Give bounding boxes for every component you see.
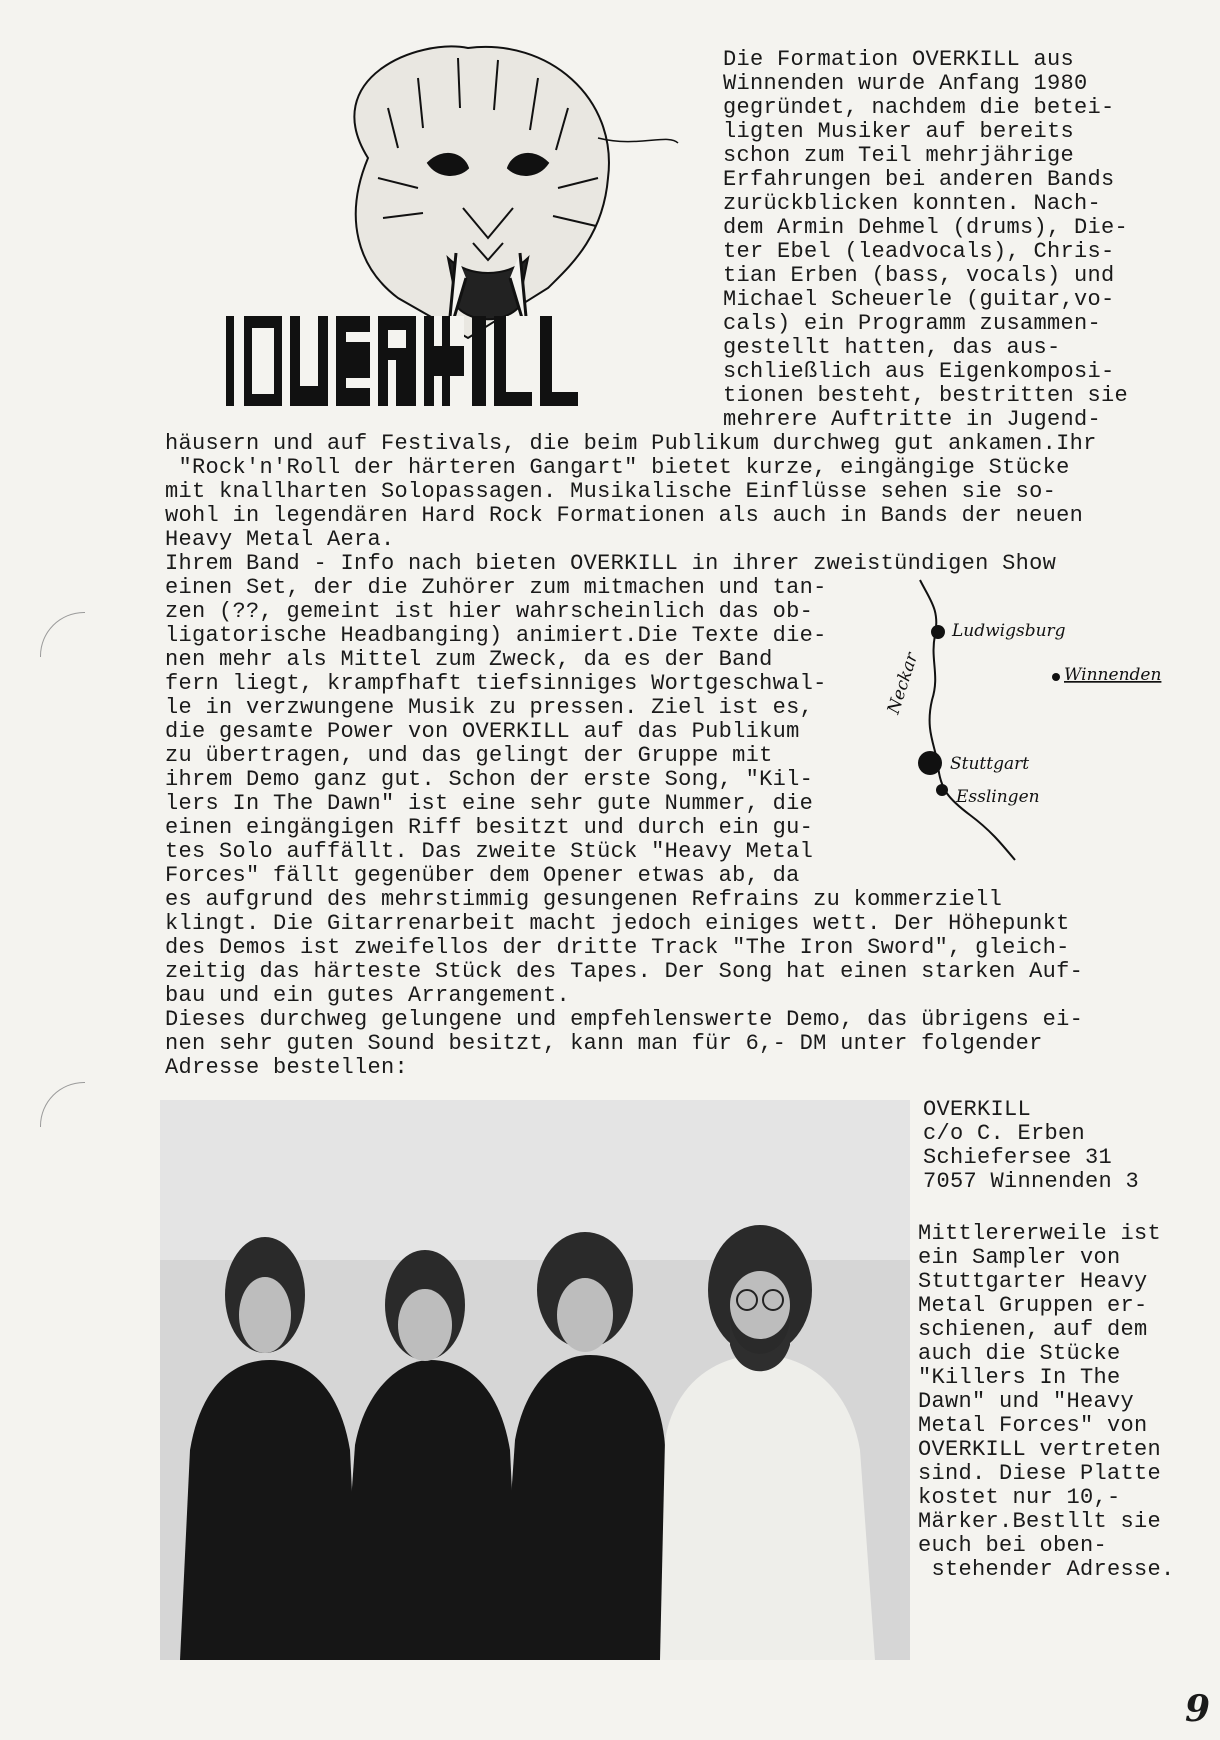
text-line: tian Erben (bass, vocals) und (723, 263, 1115, 288)
text-line: auch die Stücke (918, 1341, 1121, 1366)
text-line: Adresse bestellen: (165, 1055, 409, 1080)
address-line: Schiefersee 31 (923, 1145, 1113, 1170)
text-line: nen mehr als Mittel zum Zweck, da es der Band (165, 647, 773, 672)
stuttgart-dot (918, 751, 942, 775)
text-line: mit knallharten Solopassagen. Musikalische Einflüsse sehen sie so- (165, 479, 1057, 504)
text-line: einen eingängigen Riff besitzt und durch ein gu- (165, 815, 814, 840)
text-line: nen sehr guten Sound besitzt, kann man für 6,- DM unter folgender (165, 1031, 1043, 1056)
text-line: Dawn" und "Heavy (918, 1389, 1135, 1414)
text-line: zen (??, gemeint ist hier wahrscheinlich das ob- (165, 599, 814, 624)
map-drawing (880, 580, 1162, 870)
map-label-ludwigsburg: Ludwigsburg (952, 621, 1066, 641)
text-line: tionen besteht, bestritten sie (723, 383, 1129, 408)
text-line: Märker.Bestllt sie (918, 1509, 1162, 1534)
text-line: schienen, auf dem (918, 1317, 1148, 1342)
map-label-winnenden: Winnenden (1064, 665, 1162, 685)
map-label-esslingen: Esslingen (956, 787, 1040, 807)
text-line: Ihrem Band - Info nach bieten OVERKILL in ihrer zweistündigen Show (165, 551, 1057, 576)
text-line: Die Formation OVERKILL aus (723, 47, 1075, 72)
esslingen-dot (936, 784, 948, 796)
text-line: "Rock'n'Roll der härteren Gangart" bietet kurze, eingängige Stücke (165, 455, 1070, 480)
text-line: "Killers In The (918, 1365, 1121, 1390)
map-label-neckar: Neckar (883, 650, 923, 717)
text-line: ein Sampler von (918, 1245, 1121, 1270)
address-line: OVERKILL (923, 1097, 1032, 1122)
band-photo (160, 1100, 910, 1660)
text-line: die gesamte Power von OVERKILL auf das Publikum (165, 719, 800, 744)
text-line: häusern und auf Festivals, die beim Publikum durchweg gut ankamen.Ihr (165, 431, 1097, 456)
text-line: gegründet, nachdem die betei- (723, 95, 1115, 120)
text-line: euch bei oben- (918, 1533, 1108, 1558)
text-line: Metal Forces" von (918, 1413, 1148, 1438)
text-line: dem Armin Dehmel (drums), Die- (723, 215, 1129, 240)
map-label-stuttgart: Stuttgart (950, 754, 1030, 774)
text-line: ter Ebel (leadvocals), Chris- (723, 239, 1115, 264)
text-line: Michael Scheuerle (guitar,vo- (723, 287, 1115, 312)
text-line: zurückblicken konnten. Nach- (723, 191, 1102, 216)
text-line: einen Set, der die Zuhörer zum mitmachen und tan- (165, 575, 827, 600)
text-line: le in verzwungene Musik zu pressen. Ziel ist es, (165, 695, 814, 720)
text-line: Metal Gruppen er- (918, 1293, 1148, 1318)
text-line: ligten Musiker auf bereits (723, 119, 1075, 144)
text-line: gestellt hatten, das aus- (723, 335, 1061, 360)
ludwigsburg-dot (931, 625, 945, 639)
text-line: stehender Adresse. (918, 1557, 1175, 1582)
band-photo-drawing (160, 1100, 910, 1660)
text-line: des Demos ist zweifellos der dritte Track "The Iron Sword", gleich- (165, 935, 1070, 960)
text-line: mehrere Auftritte in Jugend- (723, 407, 1102, 432)
text-line: Winnenden wurde Anfang 1980 (723, 71, 1088, 96)
text-line: Forces" fällt gegenüber dem Opener etwas ab, da (165, 863, 800, 888)
address-line: 7057 Winnenden 3 (923, 1169, 1140, 1194)
text-line: es aufgrund des mehrstimmig gesungenen Refrains zu kommerziell (165, 887, 1003, 912)
address-line: c/o C. Erben (923, 1121, 1086, 1146)
location-map (880, 580, 1162, 870)
page-number: 9 (1185, 1688, 1211, 1730)
tiger-head-illustration (218, 38, 688, 438)
text-line: bau und ein gutes Arrangement. (165, 983, 571, 1008)
text-line: wohl in legendären Hard Rock Formationen als auch in Bands der neuen (165, 503, 1084, 528)
text-line: OVERKILL vertreten (918, 1437, 1162, 1462)
text-line: schon zum Teil mehrjährige (723, 143, 1075, 168)
text-line: klingt. Die Gitarrenarbeit macht jedoch einiges wett. Der Höhepunkt (165, 911, 1070, 936)
text-line: lers In The Dawn" ist eine sehr gute Nummer, die (165, 791, 814, 816)
band-logo (218, 38, 688, 438)
text-line: zeitig das härteste Stück des Tapes. Der Song hat einen starken Auf- (165, 959, 1084, 984)
text-line: Dieses durchweg gelungene und empfehlenswerte Demo, das übrigens ei- (165, 1007, 1084, 1032)
text-line: schließlich aus Eigenkomposi- (723, 359, 1115, 384)
text-line: ihrem Demo ganz gut. Schon der erste Song, "Kil- (165, 767, 814, 792)
text-line: ligatorische Headbanging) animiert.Die Texte die- (165, 623, 827, 648)
text-line: Mittlererweile ist (918, 1221, 1162, 1246)
text-line: fern liegt, krampfhaft tiefsinniges Wortgeschwal- (165, 671, 827, 696)
punch-hole-mark (40, 1082, 85, 1127)
text-line: Heavy Metal Aera. (165, 527, 395, 552)
winnenden-dot (1052, 673, 1060, 681)
text-line: cals) ein Programm zusammen- (723, 311, 1102, 336)
text-line: sind. Diese Platte (918, 1461, 1162, 1486)
text-line: tes Solo auffällt. Das zweite Stück "Heavy Metal (165, 839, 814, 864)
text-line: kostet nur 10,- (918, 1485, 1121, 1510)
text-line: Erfahrungen bei anderen Bands (723, 167, 1115, 192)
punch-hole-mark (40, 612, 85, 657)
text-line: zu übertragen, und das gelingt der Gruppe mit (165, 743, 773, 768)
text-line: Stuttgarter Heavy (918, 1269, 1148, 1294)
